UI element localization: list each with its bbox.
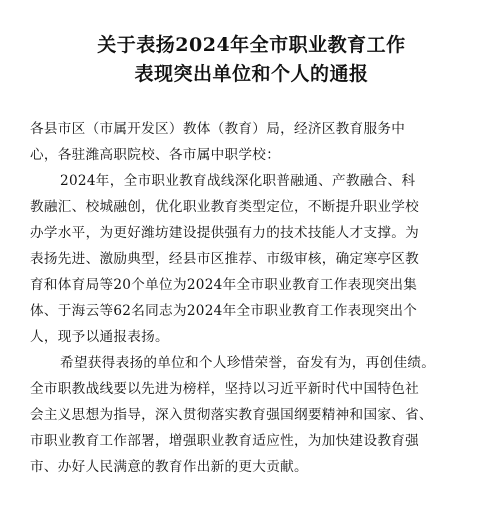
body-line: 各县市区（市属开发区）教体（教育）局，经济区教育服务中: [30, 121, 406, 137]
body-line: 教融汇、校城融创，优化职业教育类型定位，不断提升职业学校: [30, 199, 420, 215]
body-line: 2024年，全市职业教育战线深化职普融通、产教融合、科: [60, 173, 416, 189]
body-line: 体、于海云等62名同志为2024年全市职业教育工作表现突出个: [30, 303, 418, 319]
document-title-line-2: 表现突出单位和个人的通报: [134, 63, 369, 85]
body-line: 育和体育局等20个单位为2024年全市职业教育工作表现突出集: [30, 277, 418, 293]
body-line: 会主义思想为指导，深入贯彻落实教育强国纲要精神和国家、省、: [30, 407, 433, 423]
body-line: 办学水平，为更好潍坊建设提供强有力的技术技能人才支撑。为: [30, 225, 420, 241]
document-title-line-1: 关于表扬2024年全市职业教育工作: [97, 34, 406, 56]
body-line: 心，各驻潍高职院校、各市属中职学校：: [30, 147, 281, 163]
body-line: 市职业教育工作部署，增强职业教育适应性，为加快建设教育强: [30, 433, 420, 449]
body-line: 表扬先进、激励典型，经县市区推荐、市级审核，确定寒亭区教: [30, 251, 420, 267]
body-line: 人，现予以通报表扬。: [30, 329, 169, 345]
body-line: 全市职教战线要以先进为榜样，坚持以习近平新时代中国特色社: [30, 381, 420, 397]
body-line: 市、办好人民满意的教育作出新的更大贡献。: [30, 459, 308, 475]
body-line: 希望获得表扬的单位和个人珍惜荣誉，奋发有为，再创佳绩。: [60, 355, 436, 371]
